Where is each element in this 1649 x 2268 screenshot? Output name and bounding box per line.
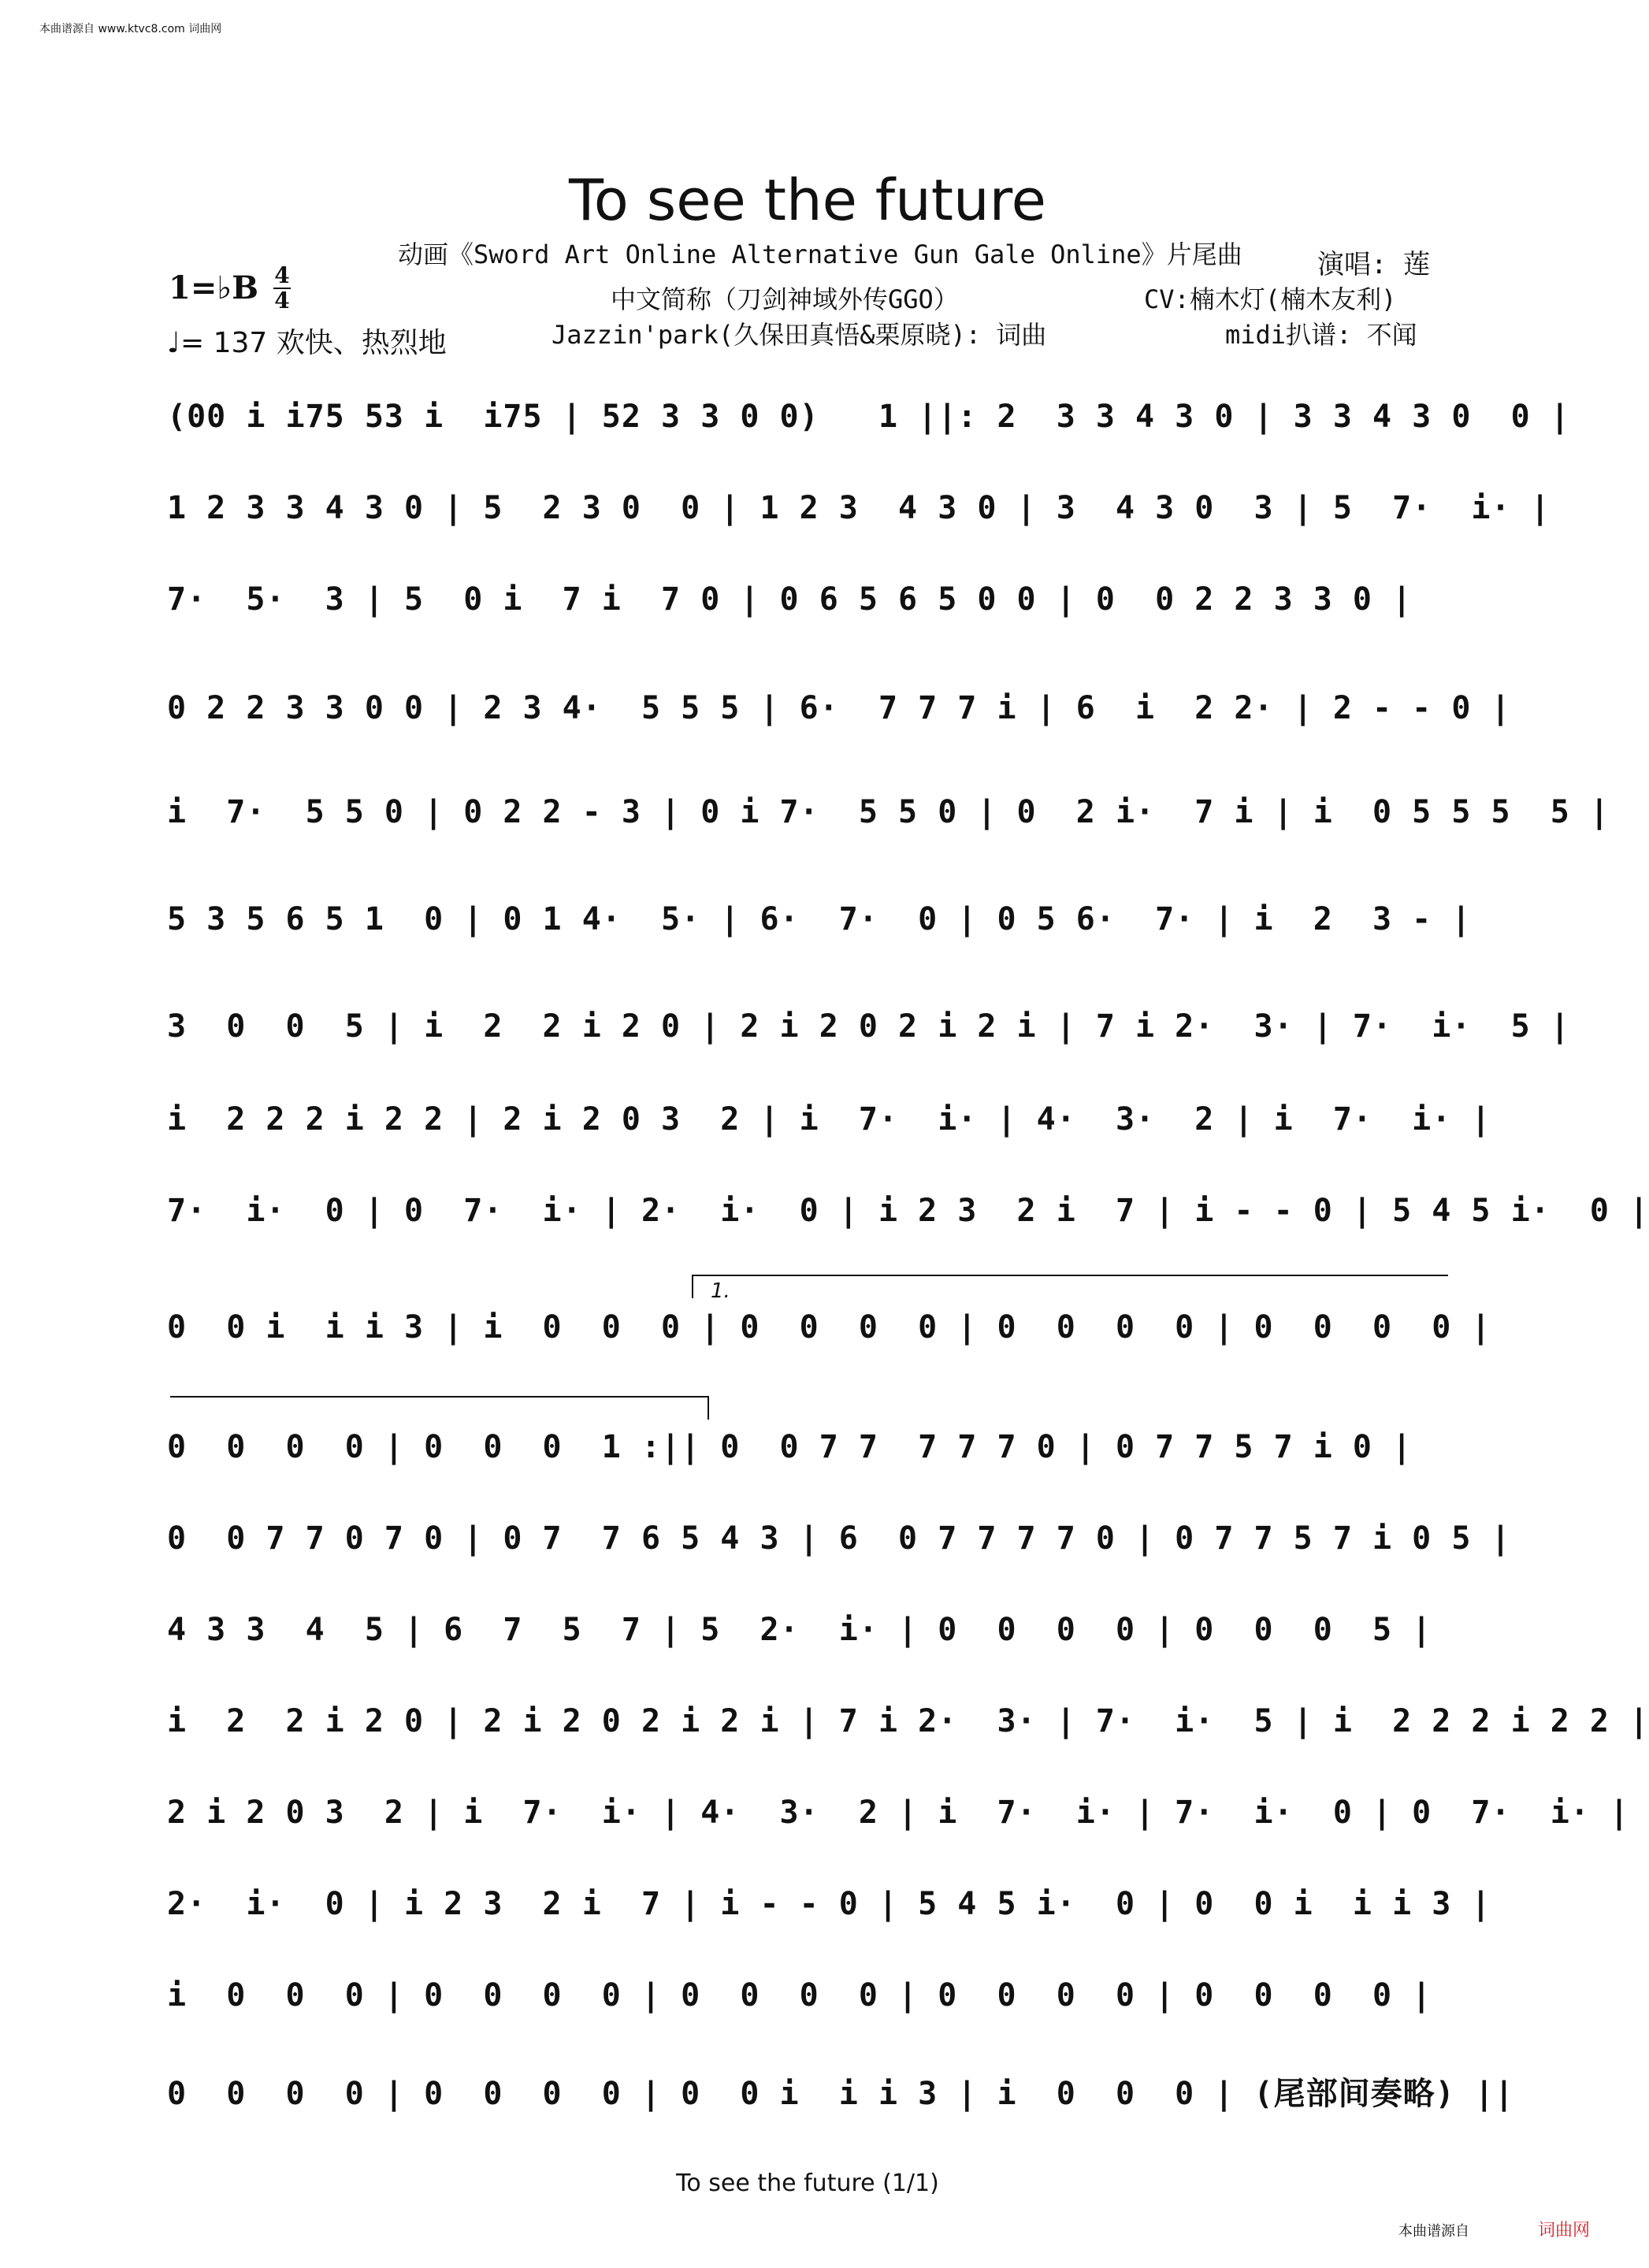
score-line: 1 2 3 3 4 3 0 | 5 2 3 0 0 | 1 2 3 4 3 0 | 3 4 3 0 3 | 5 7· i· | (167, 490, 1551, 526)
midi-credit: midi扒谱: 不闻 (1225, 320, 1417, 350)
source-note-top: 本曲谱源自 www.ktvc8.com 词曲网 (39, 23, 222, 35)
score-line: i 0 0 0 | 0 0 0 0 | 0 0 0 0 | 0 0 0 0 | 0 0 0 0 | (167, 1977, 1432, 2014)
score-line: 7· i· 0 | 0 7· i· | 2· i· 0 | i 2 3 2 i 7 | i - - 0 | 5 4 5 i· 0 | (167, 1193, 1649, 1229)
score-line: (00 i i75 53 i i75 | 52 3 3 0 0) 1 ||: 2 3 3 4 3 0 | 3 3 4 3 0 0 | (167, 399, 1570, 435)
score-line: i 2 2 i 2 0 | 2 i 2 0 2 i 2 i | 7 i 2· 3· | 7· i· 5 | i 2 2 2 i 2 2 | (167, 1703, 1649, 1739)
brand-logo: 词曲网 (1538, 2221, 1591, 2240)
side-watermark-right (1599, 47, 1610, 2221)
composer-credit: Jazzin'park(久保田真悟&栗原晓): 词曲 (552, 320, 1047, 350)
song-subtitle: 动画《Sword Art Online Alternative Gun Gale Online》片尾曲 (398, 239, 1242, 269)
score-line: i 7· 5 5 0 | 0 2 2 - 3 | 0 i 7· 5 5 0 | 0 2 i· 7 i | i 0 5 5 5 5 | (167, 794, 1610, 830)
key-signature: 1=♭B (169, 269, 259, 306)
score-line: 0 0 7 7 0 7 0 | 0 7 7 6 5 4 3 | 6 0 7 7 7 7 0 | 0 7 7 5 7 i 0 5 | (167, 1520, 1511, 1557)
time-signature (273, 262, 291, 314)
song-title: To see the future (569, 167, 1046, 233)
score-line: 7· 5· 3 | 5 0 i 7 i 7 0 | 0 6 5 6 5 0 0 | 0 0 2 2 3 3 0 | (167, 581, 1413, 618)
time-signature-top: 4 (274, 262, 290, 288)
source-note-bottom: 本曲谱源自 (1398, 2223, 1469, 2240)
chinese-short-name: 中文简称（刀剑神域外传GGO） (611, 284, 959, 314)
first-ending-label: 1. (711, 1279, 730, 1303)
score-line: 3 0 0 5 | i 2 2 i 2 0 | 2 i 2 0 2 i 2 i | 7 i 2· 3· | 7· i· 5 | (167, 1008, 1570, 1045)
tempo-marking: ♩= 137 欢快、热烈地 (167, 327, 447, 359)
cv-credit: CV:楠木灯(楠木友利) (1144, 284, 1397, 314)
page-footer: To see the future (1/1) (676, 2170, 939, 2197)
score-line: 0 0 i i i 3 | i 0 0 0 | 0 0 0 0 | 0 0 0 0 | 0 0 0 0 | (167, 1309, 1491, 1346)
score-line: 0 0 0 0 | 0 0 0 1 :|| 0 0 7 7 7 7 7 0 | 0 7 7 5 7 i 0 | (167, 1429, 1413, 1465)
score-line: 2· i· 0 | i 2 3 2 i 7 | i - - 0 | 5 4 5 i· 0 | 0 0 i i i 3 | (167, 1886, 1491, 1922)
score-line: i 2 2 2 i 2 2 | 2 i 2 0 3 2 | i 7· i· | 4· 3· 2 | i 7· i· | (167, 1101, 1491, 1138)
singer-credit: 演唱: 莲 (1317, 249, 1430, 280)
score-line: 0 2 2 3 3 0 0 | 2 3 4· 5 5 5 | 6· 7 7 7 i | 6 i 2 2· | 2 - - 0 | (167, 690, 1511, 726)
side-watermark-left (5, 47, 16, 2221)
score-line: 4 3 3 4 5 | 6 7 5 7 | 5 2· i· | 0 0 0 0 | 0 0 0 5 | (167, 1612, 1432, 1648)
time-signature-bottom: 4 (274, 288, 290, 314)
score-line: 0 0 0 0 | 0 0 0 0 | 0 0 i i i 3 | i 0 0 0 | (尾部间奏略) || (167, 2076, 1514, 2112)
score-line: 2 i 2 0 3 2 | i 7· i· | 4· 3· 2 | i 7· i· | 7· i· 0 | 0 7· i· | (167, 1795, 1630, 1831)
score-line: 5 3 5 6 5 1 0 | 0 1 4· 5· | 6· 7· 0 | 0 5 6· 7· | i 2 3 - | (167, 901, 1472, 937)
first-ending-bracket (692, 1275, 1448, 1298)
first-ending-bracket-continued (170, 1396, 709, 1420)
